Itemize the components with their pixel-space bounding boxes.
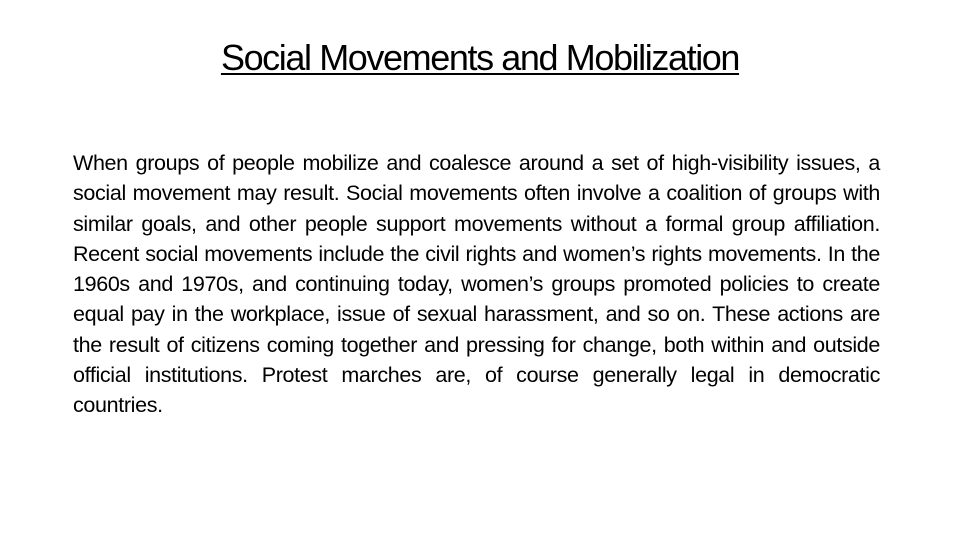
slide-body-text: When groups of people mobilize and coalesce around a set of high-visibility issues, a social movement may result. Social movements often involve a coalition of groups with similar goals, and other people support movements without a formal group affiliation. Recent social movements include the civil rights and women’s rights movements. In the 1960s and 1970s, and continuing today, women’s groups promoted policies to create equal pay in the workplace, issue of sexual harassment, and so on. These actions are the result of citizens coming together and pressing for change, both within and outside official institutions. Protest marches are, of course generally legal in democratic countries. [73, 151, 880, 418]
slide-title: Social Movements and Mobilization [220, 37, 740, 78]
